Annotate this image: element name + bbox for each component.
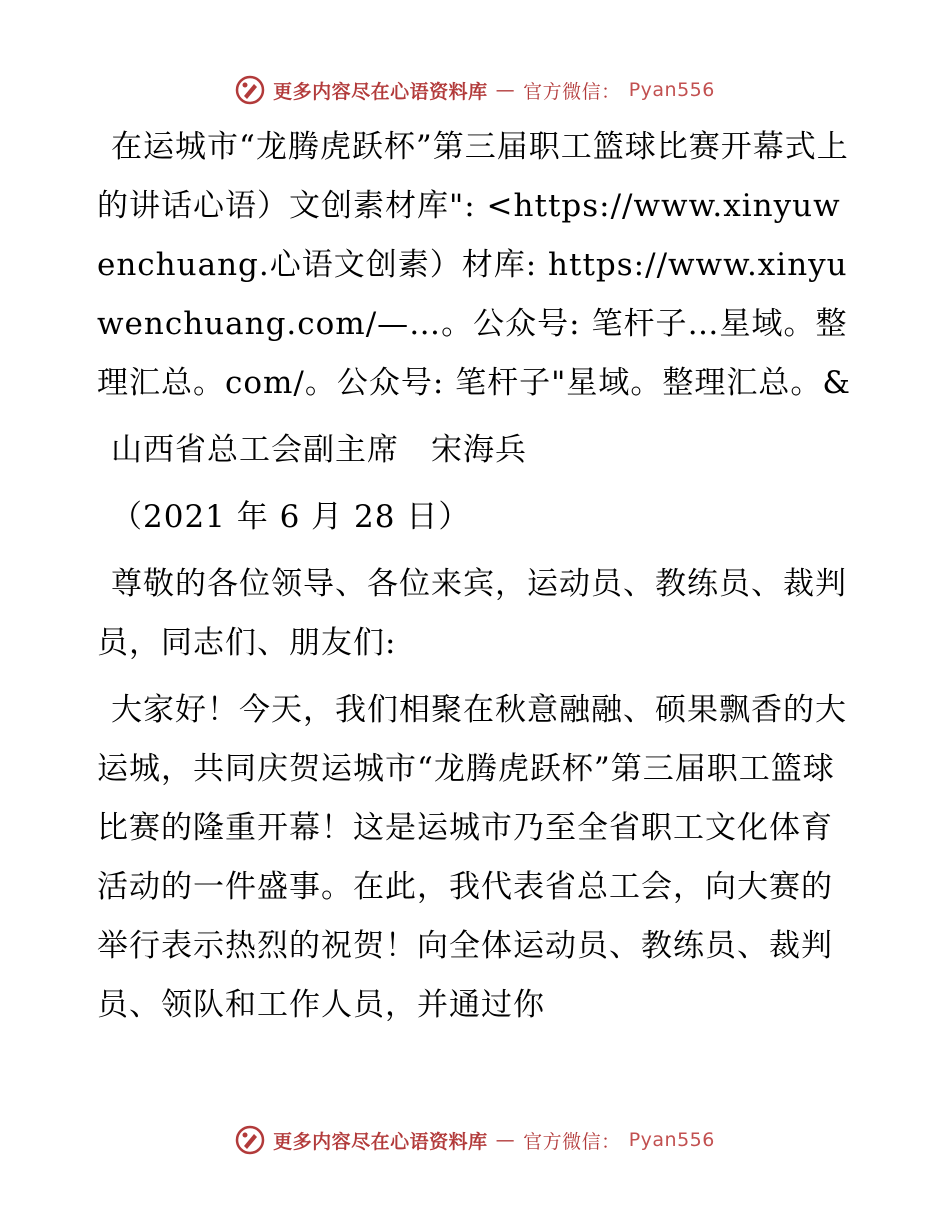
date-line: （2021 年 6 月 28 日） — [111, 499, 471, 535]
banner-account: Pyan556 — [628, 1129, 715, 1151]
pen-seal-icon — [235, 75, 265, 105]
footer-watermark-banner — [0, 1120, 950, 1160]
pen-seal-icon — [235, 1125, 265, 1155]
salutation-paragraph: 尊敬的各位领导、各位来宾，运动员、教练员、裁判员，同志们、朋友们: — [97, 566, 847, 661]
body-paragraph: 大家好！今天，我们相聚在秋意融融、硕果飘香的大运城，共同庆贺运城市“龙腾虎跃杯”第三届职工篮球比赛的隆重开幕！这是运城市乃至全省职工文化体育活动的一件盛事。在此，我代表省总工会，向大赛的举行表示热烈的祝贺！向全体运动员、教练员、裁判员、领队和工作人员，并通过你 — [97, 692, 847, 1023]
title-paragraph: 在运城市“龙腾虎跃杯”第三届职工篮球比赛开幕式上的讲话心语）文创素材库": <https://www.xinyuwenchuang.心语文创素）材库: https://www.xinyuwenchuang.com/—…。公众号: 笔杆子…星域。整理汇总。com/。公众号: 笔杆子"星域。整理汇总。& — [97, 129, 852, 401]
banner-wechat-label: 官方微信： — [523, 1130, 621, 1153]
banner-dash: — — [495, 79, 516, 101]
banner-dash: — — [495, 1129, 516, 1151]
banner-main-text: 更多内容尽在心语资料库 — [273, 1130, 488, 1153]
banner-wechat-label: 官方微信： — [523, 80, 621, 103]
speaker-line: 山西省总工会副主席 宋海兵 — [111, 432, 527, 468]
banner-main-text: 更多内容尽在心语资料库 — [273, 80, 488, 103]
document-body — [97, 118, 857, 1035]
banner-account: Pyan556 — [628, 79, 715, 101]
header-watermark-banner — [0, 70, 950, 110]
